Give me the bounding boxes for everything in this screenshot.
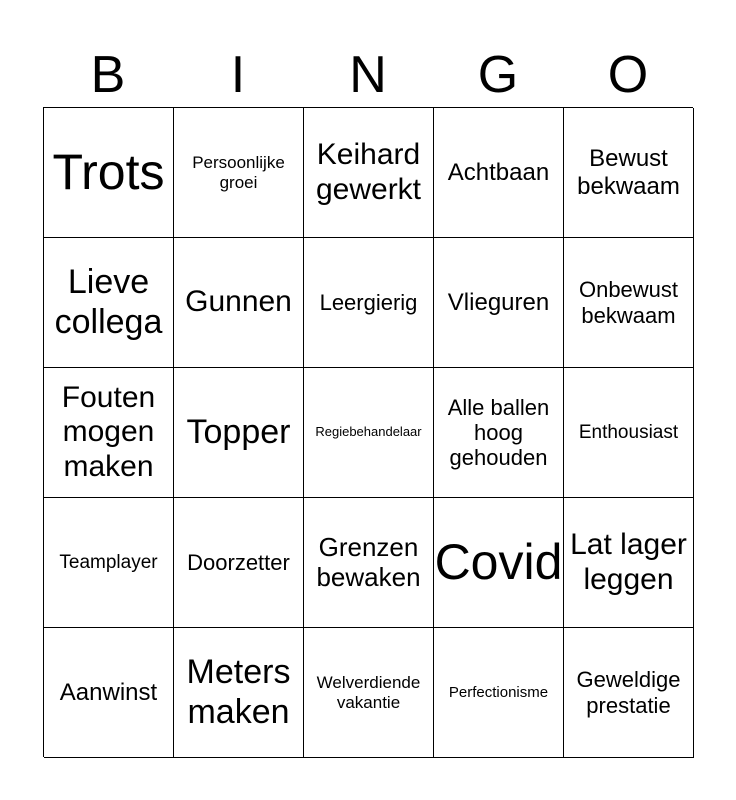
- bingo-cell-label: Bewust bekwaam: [577, 144, 680, 200]
- bingo-cell-label: Leergierig: [319, 289, 418, 315]
- bingo-cell-r4-c3[interactable]: [304, 498, 434, 628]
- bingo-cell-r5-c1[interactable]: [44, 628, 174, 758]
- bingo-cell-label: Topper: [186, 412, 291, 451]
- bingo-cell-r4-c2[interactable]: [174, 498, 304, 628]
- bingo-cell-label: Fouten mogen maken: [61, 380, 156, 483]
- bingo-cell-r2-c3[interactable]: [304, 238, 434, 368]
- header-letter-g: G: [477, 46, 519, 104]
- bingo-cell-label: Keihard gewerkt: [315, 138, 422, 206]
- bingo-cell-r1-c2[interactable]: [174, 108, 304, 238]
- bingo-cell-label: Perfectionisme: [448, 683, 549, 701]
- bingo-cell-r2-c5[interactable]: [564, 238, 694, 368]
- bingo-cell-label: Regiebehandelaar: [315, 424, 422, 440]
- bingo-cell-r3-c1[interactable]: [44, 368, 174, 498]
- bingo-cell-label: Achtbaan: [447, 158, 550, 186]
- bingo-cell-r1-c3[interactable]: [304, 108, 434, 238]
- bingo-cell-r5-c3[interactable]: [304, 628, 434, 758]
- bingo-cell-r2-c4[interactable]: [434, 238, 564, 368]
- bingo-cell-label: Lat lager leggen: [570, 528, 687, 596]
- bingo-cell-label: Vlieguren: [447, 288, 550, 316]
- header-letter-o: O: [607, 46, 649, 104]
- bingo-cell-r3-c2[interactable]: [174, 368, 304, 498]
- bingo-cell-r5-c5[interactable]: [564, 628, 694, 758]
- bingo-cell-label: Welverdiende vakantie: [316, 672, 421, 712]
- bingo-cell-r4-c5[interactable]: [564, 498, 694, 628]
- bingo-cell-label: Persoonlijke groei: [192, 152, 285, 192]
- bingo-cell-label: Alle ballen hoog gehouden: [447, 394, 550, 471]
- bingo-cell-label: Grenzen bewaken: [316, 531, 421, 592]
- header-letter-i: I: [230, 46, 246, 104]
- bingo-cell-r3-c5[interactable]: [564, 368, 694, 498]
- bingo-cell-r3-c4[interactable]: [434, 368, 564, 498]
- bingo-header: [43, 44, 693, 106]
- bingo-cell-label: Aanwinst: [59, 678, 158, 706]
- bingo-cell-r1-c1[interactable]: [44, 108, 174, 238]
- bingo-cell-r3-c3[interactable]: [304, 368, 434, 498]
- bingo-cell-r2-c2[interactable]: [174, 238, 304, 368]
- bingo-cell-label: Doorzetter: [187, 549, 290, 575]
- bingo-cell-r1-c4[interactable]: [434, 108, 564, 238]
- bingo-cell-label: Lieve collega: [54, 263, 163, 341]
- header-letter-n: N: [349, 46, 387, 104]
- bingo-cell-r2-c1[interactable]: [44, 238, 174, 368]
- bingo-cell-r1-c5[interactable]: [564, 108, 694, 238]
- bingo-cell-label: Geweldige prestatie: [576, 667, 681, 718]
- bingo-cell-label: Onbewust bekwaam: [578, 277, 679, 328]
- bingo-cell-label: Meters maken: [186, 653, 291, 731]
- bingo-cell-r5-c4[interactable]: [434, 628, 564, 758]
- bingo-cell-r4-c4[interactable]: [434, 498, 564, 628]
- bingo-cell-label: Gunnen: [185, 285, 292, 319]
- bingo-cell-label: Enthousiast: [578, 421, 679, 443]
- bingo-cell-label: Covid: [434, 533, 563, 590]
- header-letter-b: B: [90, 46, 126, 104]
- bingo-board: [43, 107, 693, 757]
- bingo-cell-label: Teamplayer: [59, 551, 158, 573]
- bingo-cell-r5-c2[interactable]: [174, 628, 304, 758]
- bingo-cell-r4-c1[interactable]: [44, 498, 174, 628]
- bingo-cell-label: Trots: [52, 143, 165, 200]
